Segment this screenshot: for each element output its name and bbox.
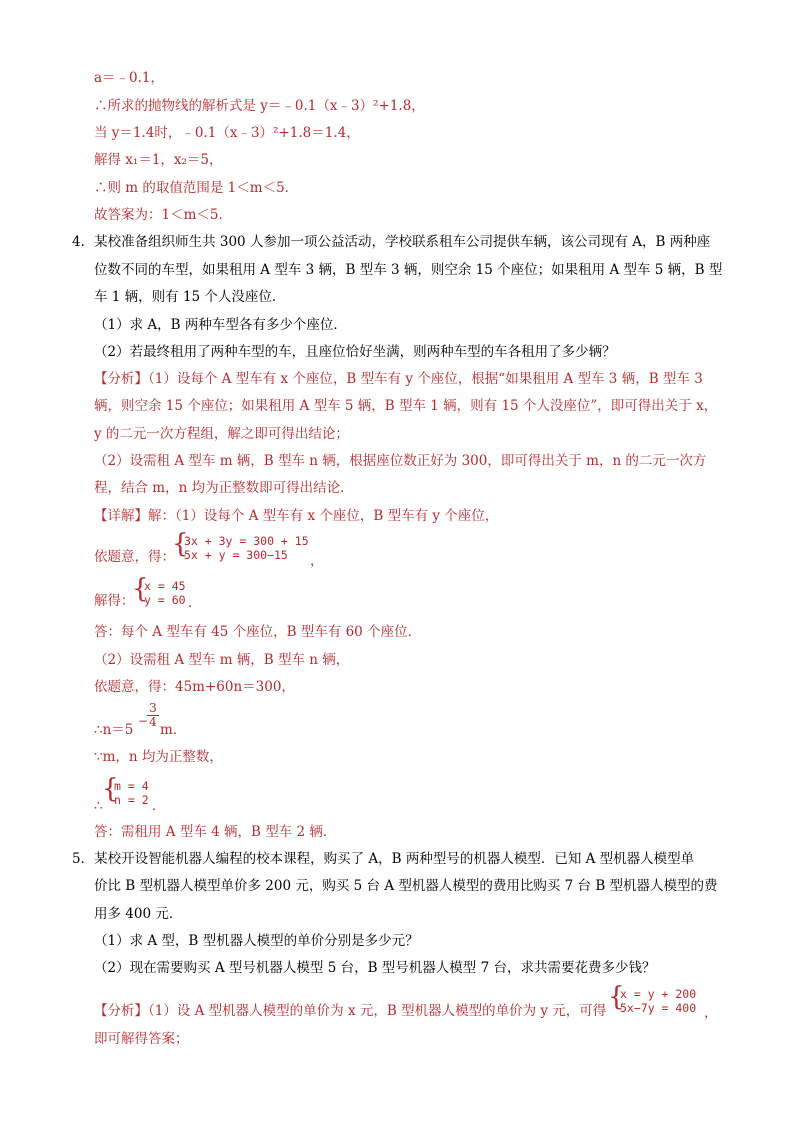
q4-analysis-line-1: 【分析】（1）设每个 A 型车有 x 个座位，B 型车有 y 个座位，根据“如果租用 A 型车 3 辆，B 型车 3 bbox=[94, 371, 703, 387]
q4-system-comma: ， bbox=[310, 553, 324, 569]
q5-stem-line-2: 价比 B 型机器人模型单价多 200 元，购买 5 台 A 型机器人模型的费用比购买 7 台 B 型机器人模型的费 bbox=[94, 878, 718, 894]
solution-line-roots: 解得 x₁＝1，x₂＝5， bbox=[94, 152, 223, 168]
q5-system-eq-1: x = y + 200 bbox=[620, 987, 697, 1001]
q5-analysis-line-2: 即可解得答案； bbox=[94, 1031, 189, 1047]
q4-solution-brace: { bbox=[132, 574, 149, 604]
q4-system-eq-1: 3x + 3y = 300 + 15 bbox=[184, 534, 309, 548]
q4-analysis-line-5: 程，结合 m，n 均为正整数即可得出结论． bbox=[94, 480, 354, 496]
q4-answer-2: 答：需租用 A 型车 4 辆，B 型车 2 辆． bbox=[94, 824, 337, 840]
q4-stem-line-1: 4．某校准备组织师生共 300 人参加一项公益活动，学校联系租车公司提供车辆，该公司现有 A，B 两种座 bbox=[72, 234, 711, 250]
q4-final-brace: { bbox=[102, 774, 119, 804]
q4-stem-line-2: 位数不同的车型，如果租用 A 型车 3 辆，B 型车 3 辆，则空余 15 个座位；如果租用 A 型车 5 辆，B 型 bbox=[94, 262, 723, 278]
q5-stem-line-1: 5．某校开设智能机器人编程的校本课程，购买了 A，B 两种型号的机器人模型．已知 A 型机器人模型单 bbox=[72, 851, 695, 867]
q4-subquestion-2: （2）若最终租用了两种车型的车，且座位恰好坐满，则两种车型的车各租用了多少辆？ bbox=[94, 344, 616, 360]
q4-detail-line-1: 【详解】解：（1）设每个 A 型车有 x 个座位，B 型车有 y 个座位， bbox=[94, 508, 499, 524]
q4-stem-line-3: 车 1 辆，则有 15 个人没座位． bbox=[94, 289, 286, 305]
q4-detail-n-expr: ∴n＝5 bbox=[94, 722, 134, 738]
q4-detail-integers: ∵m，n 均为正整数， bbox=[94, 749, 223, 765]
solution-line-answer: 故答案为：1＜m＜5． bbox=[94, 207, 232, 223]
q4-detail-n-expr-m: m． bbox=[160, 722, 187, 738]
q5-stem-line-3: 用多 400 元． bbox=[94, 906, 183, 922]
q4-system-brace-1: { bbox=[172, 529, 189, 559]
q4-fraction-denominator: 4 bbox=[149, 715, 157, 729]
q5-subquestion-2: （2）现在需要购买 A 型号机器人模型 5 台，B 型号机器人模型 7 台，求共需要花费多少钱？ bbox=[94, 960, 656, 976]
q4-answer-1: 答：每个 A 型车有 45 个座位，B 型车有 60 个座位． bbox=[94, 624, 422, 640]
q4-final-period: ． bbox=[152, 798, 166, 814]
q4-final-m: m = 4 bbox=[114, 779, 149, 793]
q5-system-comma: ， bbox=[704, 1005, 718, 1021]
q4-solution-y: y = 60 bbox=[144, 593, 186, 607]
q4-detail-label-solve: 解得： bbox=[94, 593, 135, 609]
q4-analysis-line-4: （2）设需租 A 型车 m 辆，B 型车 n 辆，根据座位数正好为 300，即可得出关于 m，n 的二元一次方 bbox=[94, 453, 707, 469]
q4-detail-part2-setup: （2）设需租 A 型车 m 辆，B 型车 n 辆， bbox=[94, 652, 350, 668]
q5-analysis-line-1: 【分析】（1）设 A 型机器人模型的单价为 x 元，B 型机器人模型的单价为 y 元，可得 bbox=[94, 1003, 607, 1019]
solution-line-parabola: ∴所求的抛物线的解析式是 y＝﹣0.1（x﹣3）²+1.8， bbox=[94, 98, 425, 114]
q4-fraction-numerator: 3 bbox=[147, 702, 159, 716]
q5-system-brace: { bbox=[608, 982, 625, 1012]
solution-line-a: a＝﹣0.1， bbox=[94, 70, 165, 86]
solution-line-range: ∴则 m 的取值范围是 1＜m＜5． bbox=[94, 180, 299, 196]
q4-solution-period: ． bbox=[188, 595, 202, 611]
solution-line-when-y: 当 y＝1.4时，﹣0.1（x﹣3）²+1.8＝1.4， bbox=[94, 125, 360, 141]
q4-therefore: ∴ bbox=[94, 798, 103, 814]
q4-final-n: n = 2 bbox=[114, 793, 149, 807]
q4-analysis-line-3: y 的二元一次方程组，解之即可得出结论； bbox=[94, 426, 349, 442]
q4-detail-equation: 依题意，得：45m+60n＝300， bbox=[94, 679, 295, 695]
q4-subquestion-1: （1）求 A，B 两种车型各有多少个座位． bbox=[94, 317, 347, 333]
q4-detail-label-setup: 依题意，得： bbox=[94, 549, 175, 565]
q4-solution-x: x = 45 bbox=[144, 579, 186, 593]
q4-system-eq-2: 5x + y = 300−15 bbox=[184, 548, 288, 562]
q4-detail-minus: − bbox=[138, 714, 149, 728]
q5-system-eq-2: 5x−7y = 400 bbox=[620, 1001, 697, 1015]
q4-analysis-line-2: 辆，则空余 15 个座位；如果租用 A 型车 5 辆，B 型车 1 辆，则有 15 个人没座位”，即可得出关于 x， bbox=[94, 398, 718, 414]
q5-subquestion-1: （1）求 A 型，B 型机器人模型的单价分别是多少元？ bbox=[94, 933, 419, 949]
